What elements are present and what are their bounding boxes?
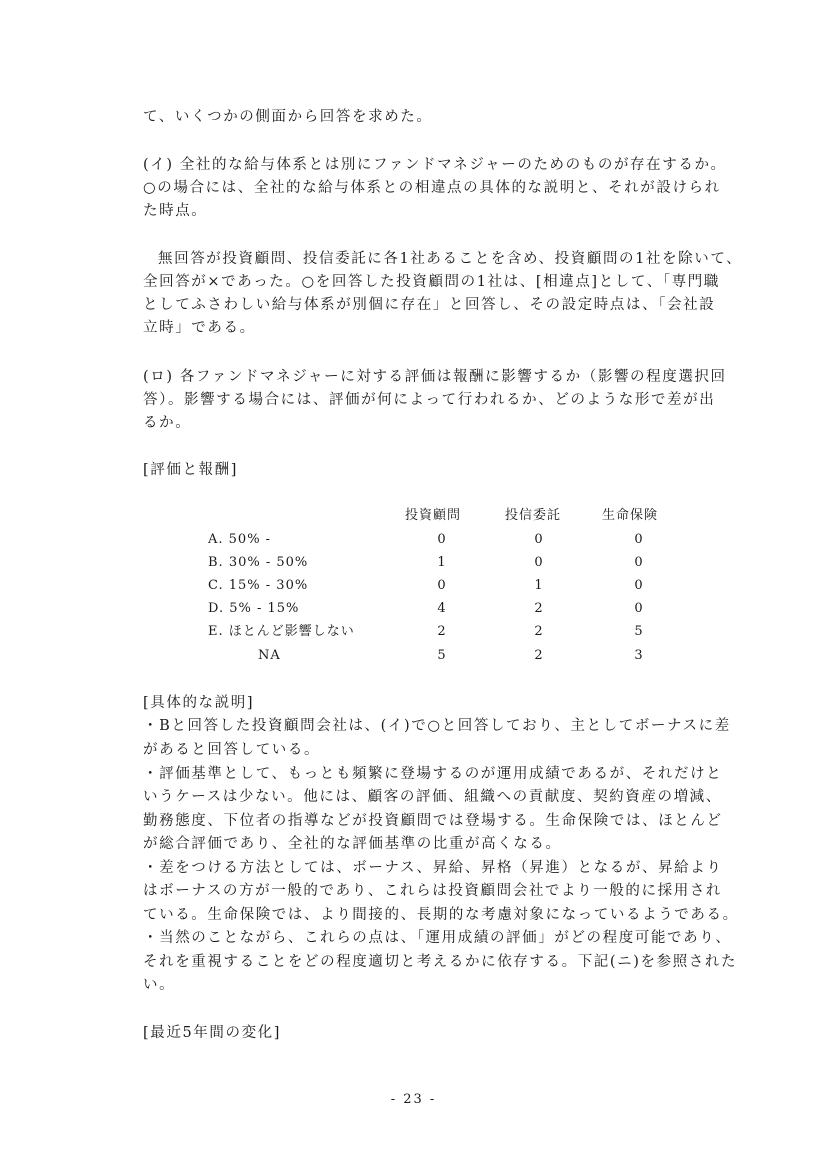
answer-1-line-4: 立時」である。 (143, 320, 256, 336)
section-heading-evaluation: [評価と報酬] (143, 462, 239, 478)
detail-line: いうケースは少ない。他には、顧客の評価、組織への貢献度、契約資産の増減、 (143, 789, 722, 805)
table-row-label: D. 5% - 15% (208, 601, 300, 616)
detail-line: はボーナスの方が一般的であり、これらは投資顧問会社でより一般的に採用され (143, 883, 723, 899)
question-2-line-3: るか。 (143, 415, 192, 431)
table-header-advisory: 投資顧問 (405, 508, 462, 523)
table-cell: 2 (534, 648, 544, 663)
detail-line: い。 (143, 977, 176, 993)
answer-1-line-3: としてふさわしい給与体系が別個に存在」と回答し、その設定時点は、「会社設 (143, 297, 716, 313)
table-cell: 4 (437, 601, 447, 616)
table-cell: 0 (437, 532, 447, 547)
section-heading-details: [具体的な説明] (143, 695, 255, 711)
table-cell: 5 (634, 624, 644, 639)
question-1-line-2: ○の場合には、全社的な給与体系との相違点の具体的な説明と、それが設けられ (143, 180, 721, 196)
detail-line: ・差をつける方法としては、ボーナス、昇給、昇格（昇進）となるが、昇給より (143, 860, 723, 876)
detail-line: それを重視することをどの程度適切と考えるかに依存する。下記(ニ)を参照された (143, 954, 738, 970)
question-1-line-3: た時点。 (143, 203, 208, 219)
table-cell: 2 (534, 624, 544, 639)
table-cell: 2 (437, 624, 447, 639)
table-header-trust: 投信委託 (505, 508, 562, 523)
table-cell: 0 (634, 555, 644, 570)
detail-line: ・評価基準として、もっとも頻繁に登場するのが運用成績であるが、それだけと (143, 766, 723, 782)
table-row-label: NA (258, 648, 281, 663)
table-cell: 5 (437, 648, 447, 663)
table-cell: 0 (634, 532, 644, 547)
detail-line: ・Bと回答した投資顧問会社は、(イ)で○と回答しており、主としてボーナスに差 (143, 718, 731, 734)
table-cell: 0 (634, 601, 644, 616)
detail-line: 勤務態度、下位者の指導などが投資顧問では登場する。生命保険では、ほとんど (143, 813, 723, 829)
answer-1-line-2: 全回答が×であった。○を回答した投資顧問の1社は、[相違点]として、「専門職 (143, 274, 720, 290)
question-2-line-2: 答）。影響する場合には、評価が何によって行われるか、どのような形で差が出 (143, 392, 716, 408)
answer-1-line-1: 無回答が投資顧問、投信委託に各1社あることを含め、投資顧問の1社を除いて、 (158, 251, 743, 267)
table-cell: 1 (437, 555, 447, 570)
page-number: - 23 - (390, 1092, 437, 1107)
table-cell: 3 (634, 648, 644, 663)
table-cell: 0 (534, 532, 544, 547)
intro-text: て、いくつかの側面から回答を求めた。 (143, 109, 433, 125)
table-cell: 1 (534, 578, 544, 593)
detail-line: ・当然のことながら、これらの点は、「運用成績の評価」がどの程度可能であり、 (143, 930, 732, 946)
section-heading-recent-changes: [最近5年間の変化] (143, 1025, 282, 1041)
table-row-label: A. 50% - (208, 532, 272, 547)
detail-line: ている。生命保険では、より間接的、長期的な考慮対象になっているようである。 (143, 907, 739, 923)
table-cell: 0 (534, 555, 544, 570)
table-row-label: E. ほとんど影響しない (208, 624, 355, 639)
detail-line: があると回答している。 (143, 742, 321, 758)
question-1-line-1: (イ) 全社的な給与体系とは別にファンドマネジャーのためのものが存在するか。 (143, 157, 727, 173)
table-row-label: B. 30% - 50% (208, 555, 309, 570)
table-cell: 0 (437, 578, 447, 593)
table-header-life-insurance: 生命保険 (602, 508, 659, 523)
question-2-line-1: (ロ) 各ファンドマネジャーに対する評価は報酬に影響するか（影響の程度選択回 (143, 369, 727, 385)
table-cell: 0 (634, 578, 644, 593)
detail-line: が総合評価であり、全社的な評価基準の比重が高くなる。 (143, 836, 562, 852)
table-cell: 2 (534, 601, 544, 616)
table-row-label: C. 15% - 30% (208, 578, 309, 593)
